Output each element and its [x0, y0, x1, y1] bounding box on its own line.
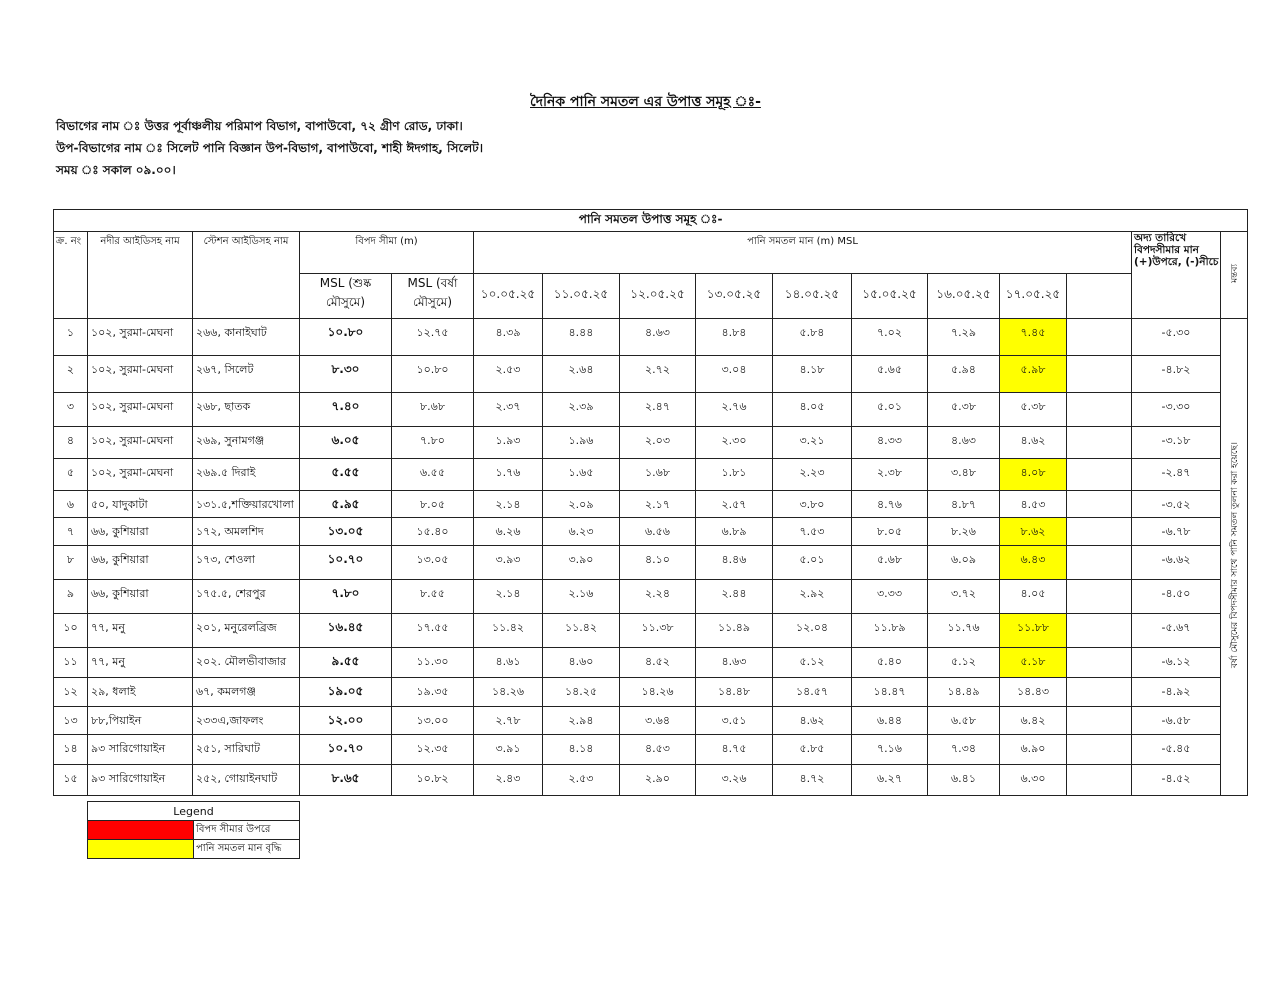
level-cell: ২.৭২	[620, 356, 696, 393]
blank-cell	[1067, 614, 1132, 648]
river-cell: ৯৩ সারিগোয়াইন	[88, 765, 193, 796]
level-cell: ২.১৬	[543, 580, 620, 614]
level-cell: ১.৯৩	[474, 427, 543, 459]
level-cell: ৫.৯৪	[928, 356, 1000, 393]
level-cell: ২.২৪	[620, 580, 696, 614]
danger-wet-cell: ৭.৮০	[392, 427, 474, 459]
date-header-blank	[1067, 274, 1132, 319]
level-cell: ৫.৪০	[852, 648, 928, 678]
col-header-comment	[1221, 232, 1248, 319]
blank-cell	[1067, 393, 1132, 427]
danger-wet-cell: ১২.৩৫	[392, 735, 474, 765]
level-cell: ৬.৮৯	[696, 518, 773, 546]
level-cell: ৪.৩৩	[852, 427, 928, 459]
table-caption: পানি সমতল উপাত্ত সমূহ ঃ-	[54, 210, 1248, 232]
table-row	[54, 735, 1248, 765]
level-cell: ২.৩০	[696, 427, 773, 459]
station-cell: ২৬৭, সিলেট	[193, 356, 300, 393]
date-header: ১৬.০৫.২৫	[928, 274, 1000, 319]
level-cell: ৫.৩৮	[928, 393, 1000, 427]
level-cell: ২.৪৪	[696, 580, 773, 614]
blank-cell	[1067, 765, 1132, 796]
level-cell: ৪.০৫	[1000, 580, 1067, 614]
danger-wet-cell: ৮.৫৫	[392, 580, 474, 614]
serial-cell: ১	[54, 319, 88, 356]
river-cell: ৬৬, কুশিয়ারা	[88, 580, 193, 614]
level-cell: ৫.৬৫	[852, 356, 928, 393]
level-cell: ৬.২৭	[852, 765, 928, 796]
serial-cell: ১৪	[54, 735, 88, 765]
level-cell: ৫.৩৮	[1000, 393, 1067, 427]
level-cell: ১.৬৮	[620, 459, 696, 491]
river-cell: ১০২, সুরমা-মেঘনা	[88, 459, 193, 491]
serial-cell: ১৫	[54, 765, 88, 796]
danger-dry-cell: ১০.৭০	[300, 735, 392, 765]
level-cell: ৪.৬২	[773, 707, 852, 735]
level-cell: ১৪.২৬	[474, 678, 543, 707]
table-row	[54, 648, 1248, 678]
blank-cell	[1067, 707, 1132, 735]
level-cell: ১৪.৪৯	[928, 678, 1000, 707]
col-header-danger-level: বিপদ সীমা (m)	[300, 232, 474, 274]
legend	[87, 801, 300, 859]
level-cell: ২.৫৩	[543, 765, 620, 796]
level-cell: ৫.১২	[928, 648, 1000, 678]
table-row	[54, 356, 1248, 393]
river-cell: ৯৩ সারিগোয়াইন	[88, 735, 193, 765]
blank-cell	[1067, 459, 1132, 491]
msl-wet-season: MSL (বর্ষা মৌসুমে)	[392, 274, 474, 319]
remark-cell: -৩.৫২	[1132, 491, 1221, 518]
level-cell: ১১.৭৬	[928, 614, 1000, 648]
danger-wet-cell: ১৩.০০	[392, 707, 474, 735]
danger-wet-cell: ১২.৭৫	[392, 319, 474, 356]
level-cell: ৩.৮০	[773, 491, 852, 518]
danger-dry-cell: ১৯.০৫	[300, 678, 392, 707]
danger-dry-cell: ১০.৭০	[300, 546, 392, 580]
water-level-table	[53, 209, 1248, 796]
level-cell: ৬.৩০	[1000, 765, 1067, 796]
remark-cell: -৪.৫২	[1132, 765, 1221, 796]
table-row	[54, 546, 1248, 580]
level-cell: ৩.৭২	[928, 580, 1000, 614]
station-cell: ২৬৬, কানাইঘাট	[193, 319, 300, 356]
level-cell: ৬.৪১	[928, 765, 1000, 796]
danger-dry-cell: ৭.৮০	[300, 580, 392, 614]
station-cell: ১৭৫.৫, শেরপুর	[193, 580, 300, 614]
col-header-serial: ক্র. নং	[54, 232, 88, 319]
level-cell: ১১.৩৮	[620, 614, 696, 648]
table-row	[54, 491, 1248, 518]
level-cell: ৪.৪৬	[696, 546, 773, 580]
danger-dry-cell: ৯.৫৫	[300, 648, 392, 678]
blank-cell	[1067, 678, 1132, 707]
station-cell: ২০২. মৌলভীবাজার	[193, 648, 300, 678]
msl-dry-season: MSL (শুষ্ক মৌসুমে)	[300, 274, 392, 319]
station-cell: ১৭৩, শেওলা	[193, 546, 300, 580]
level-cell: ৪.৭২	[773, 765, 852, 796]
level-cell: ৪.৫৩	[1000, 491, 1067, 518]
remark-cell: -৬.১২	[1132, 648, 1221, 678]
level-cell: ৪.১৮	[773, 356, 852, 393]
level-cell: ৩.৫১	[696, 707, 773, 735]
level-cell: ৬.৪৪	[852, 707, 928, 735]
level-cell: ৪.৮৭	[928, 491, 1000, 518]
level-cell: ২.৩৭	[474, 393, 543, 427]
level-cell: ২.৪৭	[620, 393, 696, 427]
level-cell: ৫.০১	[852, 393, 928, 427]
level-cell: ৮.২৬	[928, 518, 1000, 546]
station-cell: ২৬৮, ছাতক	[193, 393, 300, 427]
remark-cell: -৫.৪৫	[1132, 735, 1221, 765]
level-cell: ১১.৮৮	[1000, 614, 1067, 648]
level-cell: ১৪.২৫	[543, 678, 620, 707]
remark-cell: -৪.৯২	[1132, 678, 1221, 707]
col-header-remark: অদ্য তারিখে বিপদসীমার মান (+)উপরে, (-)নীচে	[1132, 232, 1221, 319]
date-header: ১৪.০৫.২৫	[773, 274, 852, 319]
serial-cell: ১৩	[54, 707, 88, 735]
level-cell: ৪.৭৬	[852, 491, 928, 518]
level-cell: ৫.১২	[773, 648, 852, 678]
level-cell: ২.৬৪	[543, 356, 620, 393]
level-cell: ১১.৪২	[474, 614, 543, 648]
legend-swatch-yellow	[88, 840, 194, 859]
danger-wet-cell: ৬.৫৫	[392, 459, 474, 491]
remark-cell: -৫.৩০	[1132, 319, 1221, 356]
table-row	[54, 459, 1248, 491]
level-cell: ৫.৮৫	[773, 735, 852, 765]
table-row	[54, 518, 1248, 546]
danger-wet-cell: ১০.৮০	[392, 356, 474, 393]
remark-cell: -৬.৬২	[1132, 546, 1221, 580]
level-cell: ৪.৬৩	[928, 427, 1000, 459]
col-header-station: স্টেশন আইডিসহ নাম	[193, 232, 300, 319]
table-row	[54, 678, 1248, 707]
danger-dry-cell: ১০.৮০	[300, 319, 392, 356]
river-cell: ১০২, সুরমা-মেঘনা	[88, 427, 193, 459]
level-cell: ২.০৩	[620, 427, 696, 459]
level-cell: ৩.০৪	[696, 356, 773, 393]
level-cell: ৩.৯১	[474, 735, 543, 765]
level-cell: ৪.৫২	[620, 648, 696, 678]
river-cell: ৭৭, মনু	[88, 614, 193, 648]
danger-dry-cell: ৬.০৫	[300, 427, 392, 459]
level-cell: ২.৯০	[620, 765, 696, 796]
level-cell: ২.৫৭	[696, 491, 773, 518]
serial-cell: ৩	[54, 393, 88, 427]
time-label: সময় ঃ সকাল ০৯.০০।	[56, 163, 176, 177]
table-row	[54, 393, 1248, 427]
blank-cell	[1067, 427, 1132, 459]
table-row	[54, 319, 1248, 356]
level-cell: ১৪.৪৮	[696, 678, 773, 707]
level-cell: ৪.৩৯	[474, 319, 543, 356]
danger-wet-cell: ১০.৮২	[392, 765, 474, 796]
level-cell: ৭.২৯	[928, 319, 1000, 356]
level-cell: ২.৯৪	[543, 707, 620, 735]
station-cell: ২৬৯, সুনামগঞ্জ	[193, 427, 300, 459]
level-cell: ৭.৩৪	[928, 735, 1000, 765]
level-cell: ২.১৪	[474, 580, 543, 614]
level-cell: ৬.৫৬	[620, 518, 696, 546]
legend-label-rising: পানি সমতল মান বৃদ্ধি	[194, 840, 300, 859]
level-cell: ৫.৬৮	[852, 546, 928, 580]
level-cell: ১২.০৪	[773, 614, 852, 648]
serial-cell: ৭	[54, 518, 88, 546]
remark-cell: -৪.৫০	[1132, 580, 1221, 614]
level-cell: ৬.৯০	[1000, 735, 1067, 765]
station-cell: ৬৭, কমলগঞ্জ	[193, 678, 300, 707]
date-header: ১০.০৫.২৫	[474, 274, 543, 319]
level-cell: ৪.৮৪	[696, 319, 773, 356]
river-cell: ৫০, যাদুকাটা	[88, 491, 193, 518]
level-cell: ৪.৪৪	[543, 319, 620, 356]
date-header: ১২.০৫.২৫	[620, 274, 696, 319]
station-cell: ২০১, মনুরেলব্রিজ	[193, 614, 300, 648]
level-cell: ১৪.২৬	[620, 678, 696, 707]
station-cell: ২৬৯.৫ দিরাই	[193, 459, 300, 491]
level-cell: ৩.৬৪	[620, 707, 696, 735]
level-cell: ৭.১৬	[852, 735, 928, 765]
level-cell: ২.৯২	[773, 580, 852, 614]
level-cell: ২.১৭	[620, 491, 696, 518]
danger-wet-cell: ৮.৬৮	[392, 393, 474, 427]
remark-cell: -৩.৩০	[1132, 393, 1221, 427]
danger-dry-cell: ৮.৬৫	[300, 765, 392, 796]
blank-cell	[1067, 735, 1132, 765]
comment-header-text: মন্তব্য	[1229, 264, 1240, 283]
level-cell: ৭.০২	[852, 319, 928, 356]
division-name: বিভাগের নাম ঃ উত্তর পূর্বাঞ্চলীয় পরিমাপ বিভাগ, বাপাউবো, ৭২ গ্রীণ রোড, ঢাকা।	[56, 119, 463, 133]
subdivision-name: উপ-বিভাগের নাম ঃ সিলেট পানি বিজ্ঞান উপ-বিভাগ, বাপাউবো, শাহী ঈদগাহ, সিলেট।	[56, 141, 483, 155]
remark-cell: -২.৪৭	[1132, 459, 1221, 491]
level-cell: ৫.৮৪	[773, 319, 852, 356]
river-cell: ১০২, সুরমা-মেঘনা	[88, 319, 193, 356]
river-cell: ১০২, সুরমা-মেঘনা	[88, 393, 193, 427]
level-cell: ৬.৪৩	[1000, 546, 1067, 580]
danger-dry-cell: ৭.৪০	[300, 393, 392, 427]
station-cell: ১৩১.৫,শক্তিয়ারখোলা	[193, 491, 300, 518]
level-cell: ৬.২৩	[543, 518, 620, 546]
level-cell: ৪.৬০	[543, 648, 620, 678]
danger-wet-cell: ১৫.৪০	[392, 518, 474, 546]
level-cell: ৪.৭৫	[696, 735, 773, 765]
level-cell: ৬.৫৮	[928, 707, 1000, 735]
level-cell: ১.৬৫	[543, 459, 620, 491]
remark-cell: -৪.৮২	[1132, 356, 1221, 393]
serial-cell: ৮	[54, 546, 88, 580]
table-row	[54, 765, 1248, 796]
level-cell: ৪.৬৩	[696, 648, 773, 678]
station-cell: ১৭২, অমলশিদ	[193, 518, 300, 546]
station-cell: ২৫২, গোয়াইনঘাট	[193, 765, 300, 796]
level-cell: ১৪.৪৩	[1000, 678, 1067, 707]
page-title: দৈনিক পানি সমতল এর উপাত্ত সমূহ ঃ-	[530, 94, 761, 110]
level-cell: ৩.৯৩	[474, 546, 543, 580]
level-cell: ২.৭৬	[696, 393, 773, 427]
blank-cell	[1067, 648, 1132, 678]
legend-swatch-red	[88, 821, 194, 840]
river-cell: ৮৮,পিয়াইন	[88, 707, 193, 735]
river-cell: ৬৬, কুশিয়ারা	[88, 518, 193, 546]
level-cell: ৪.৬৩	[620, 319, 696, 356]
remark-cell: -৬.৭৮	[1132, 518, 1221, 546]
table-row	[54, 580, 1248, 614]
legend-title: Legend	[88, 802, 300, 821]
river-cell: ২৯, ধলাই	[88, 678, 193, 707]
level-cell: ৩.৯০	[543, 546, 620, 580]
station-cell: ২৫১, সারিঘাট	[193, 735, 300, 765]
level-cell: ২.৩৯	[543, 393, 620, 427]
serial-cell: ৬	[54, 491, 88, 518]
comment-cell	[1221, 319, 1248, 796]
level-cell: ১.৮১	[696, 459, 773, 491]
serial-cell: ৪	[54, 427, 88, 459]
level-cell: ১.৯৬	[543, 427, 620, 459]
danger-wet-cell: ৮.০৫	[392, 491, 474, 518]
col-header-river: নদীর আইডিসহ নাম	[88, 232, 193, 319]
level-cell: ৫.১৮	[1000, 648, 1067, 678]
danger-wet-cell: ১৭.৫৫	[392, 614, 474, 648]
level-cell: ২.৪৩	[474, 765, 543, 796]
level-cell: ৩.৩৩	[852, 580, 928, 614]
level-cell: ৮.০৫	[852, 518, 928, 546]
table-row	[54, 614, 1248, 648]
date-header: ১১.০৫.২৫	[543, 274, 620, 319]
level-cell: ৭.৪৫	[1000, 319, 1067, 356]
date-header: ১৭.০৫.২৫	[1000, 274, 1067, 319]
table-row	[54, 427, 1248, 459]
river-cell: ৬৬, কুশিয়ারা	[88, 546, 193, 580]
station-cell: ২৩৩এ,জাফলং	[193, 707, 300, 735]
level-cell: ৩.২১	[773, 427, 852, 459]
blank-cell	[1067, 580, 1132, 614]
level-cell: ১৪.৪৭	[852, 678, 928, 707]
level-cell: ৫.০১	[773, 546, 852, 580]
level-cell: ৪.৬২	[1000, 427, 1067, 459]
blank-cell	[1067, 319, 1132, 356]
serial-cell: ৯	[54, 580, 88, 614]
river-cell: ৭৭, মনু	[88, 648, 193, 678]
blank-cell	[1067, 491, 1132, 518]
level-cell: ১৪.৫৭	[773, 678, 852, 707]
level-cell: ১১.৪২	[543, 614, 620, 648]
level-cell: ২.৭৮	[474, 707, 543, 735]
date-header: ১৫.০৫.২৫	[852, 274, 928, 319]
level-cell: ১.৭৬	[474, 459, 543, 491]
level-cell: ৬.২৬	[474, 518, 543, 546]
level-cell: ১১.৪৯	[696, 614, 773, 648]
level-cell: ৩.৪৮	[928, 459, 1000, 491]
serial-cell: ১০	[54, 614, 88, 648]
danger-dry-cell: ৫.৯৫	[300, 491, 392, 518]
serial-cell: ১১	[54, 648, 88, 678]
danger-dry-cell: ১৩.০৫	[300, 518, 392, 546]
level-cell: ২.৫৩	[474, 356, 543, 393]
danger-wet-cell: ১৩.০৫	[392, 546, 474, 580]
table-row	[54, 707, 1248, 735]
level-cell: ৪.৫৩	[620, 735, 696, 765]
legend-label-above-danger: বিপদ সীমার উপরে	[194, 821, 300, 840]
level-cell: ২.২৩	[773, 459, 852, 491]
season-note: বর্ষা মৌসুমের বিপদসীমার সাথে পানি সমতল তুলনা করা হয়েছে।	[1229, 442, 1240, 669]
serial-cell: ৫	[54, 459, 88, 491]
remark-cell: -৬.৫৮	[1132, 707, 1221, 735]
level-cell: ৬.৪২	[1000, 707, 1067, 735]
level-cell: ৪.১০	[620, 546, 696, 580]
river-cell: ১০২, সুরমা-মেঘনা	[88, 356, 193, 393]
blank-cell	[1067, 356, 1132, 393]
date-header: ১৩.০৫.২৫	[696, 274, 773, 319]
danger-wet-cell: ১১.৩০	[392, 648, 474, 678]
level-cell: ৪.৬১	[474, 648, 543, 678]
danger-dry-cell: ১২.০০	[300, 707, 392, 735]
level-cell: ৬.০৯	[928, 546, 1000, 580]
remark-cell: -৩.১৮	[1132, 427, 1221, 459]
level-cell: ৩.২৬	[696, 765, 773, 796]
remark-cell: -৫.৬৭	[1132, 614, 1221, 648]
level-cell: ৫.৯৮	[1000, 356, 1067, 393]
col-header-water-level: পানি সমতল মান (m) MSL	[474, 232, 1132, 274]
level-cell: ২.০৯	[543, 491, 620, 518]
blank-cell	[1067, 546, 1132, 580]
danger-dry-cell: ৮.৩০	[300, 356, 392, 393]
level-cell: ৮.৬২	[1000, 518, 1067, 546]
serial-cell: ১২	[54, 678, 88, 707]
level-cell: ২.৩৮	[852, 459, 928, 491]
blank-cell	[1067, 518, 1132, 546]
danger-dry-cell: ১৬.৪৫	[300, 614, 392, 648]
level-cell: ৭.৫৩	[773, 518, 852, 546]
serial-cell: ২	[54, 356, 88, 393]
level-cell: ১১.৮৯	[852, 614, 928, 648]
level-cell: ৪.০৮	[1000, 459, 1067, 491]
level-cell: ৪.১৪	[543, 735, 620, 765]
level-cell: ২.১৪	[474, 491, 543, 518]
danger-dry-cell: ৫.৫৫	[300, 459, 392, 491]
danger-wet-cell: ১৯.৩৫	[392, 678, 474, 707]
level-cell: ৪.০৫	[773, 393, 852, 427]
